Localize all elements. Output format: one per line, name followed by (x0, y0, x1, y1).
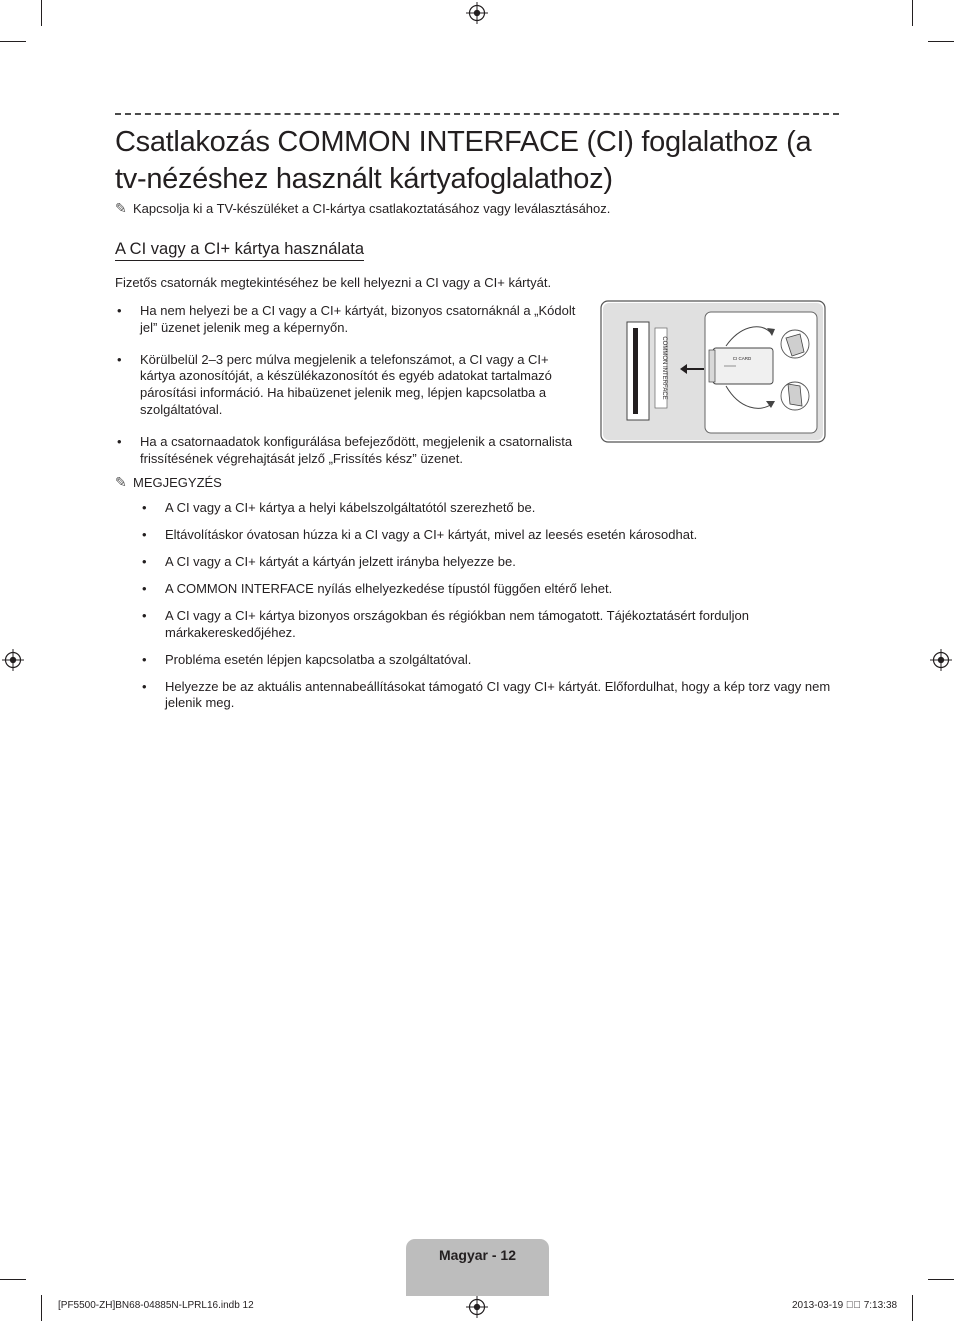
ci-card-illustration (600, 300, 826, 443)
registration-mark-icon (466, 1296, 488, 1318)
list-item: • Ha a csatornaadatok konfigurálása befejeződött, megjelenik a csatornalista frissítésének végrehajtását jelző „Frissítés kész” üzenet. (115, 434, 585, 468)
file-slug: [PF5500-ZH]BN68-04885N-LPRL16.indb 12 (58, 1300, 254, 1311)
crop-mark (912, 1295, 913, 1321)
list-item: • Probléma esetén lépjen kapcsolatba a szolgáltatóval. (140, 652, 840, 669)
ci-card (713, 348, 773, 384)
crop-mark (912, 0, 913, 26)
pencil-note-icon: ✎ (115, 200, 127, 216)
print-timestamp: 2013-03-19 ￿￿ 7:13:38 (792, 1300, 898, 1311)
list-item: • A CI vagy a CI+ kártya a helyi kábelszolgáltatótól szerezhető be. (140, 500, 840, 517)
intro-note (115, 200, 610, 217)
list-item: • A COMMON INTERFACE nyílás elhelyezkedése típustól függően eltérő lehet. (140, 581, 840, 598)
slot-label: COMMON INTERFACE (661, 336, 667, 400)
section-heading: A CI vagy a CI+ kártya használata (115, 239, 364, 261)
dashed-divider (115, 113, 839, 115)
registration-mark-icon (2, 649, 24, 671)
crop-mark (0, 1279, 26, 1280)
intro-note-text: Kapcsolja ki a TV-készüléket a CI-kártya csatlakoztatásához vagy leválasztásához. (133, 201, 611, 216)
pencil-note-icon: ✎ (115, 474, 127, 490)
page-title: Csatlakozás COMMON INTERFACE (CI) foglalathoz (a tv-nézéshez használt kártyafoglalathoz) (115, 126, 812, 195)
crop-mark (41, 0, 42, 26)
crop-mark (41, 1295, 42, 1321)
lead-paragraph: Fizetős csatornák megtekintéséhez be kell helyezni a CI vagy a CI+ kártyát. (115, 275, 552, 290)
card-label: CI CARD (732, 356, 752, 361)
steps-list (115, 303, 585, 482)
list-item: • Helyezze be az aktuális antennabeállításokat támogató CI vagy CI+ kártyát. Előfordulhat, hogy a kép torz vagy nem jelenik meg. (140, 679, 840, 712)
list-item: • Eltávolításkor óvatosan húzza ki a CI vagy a CI+ kártyát, mivel az leesés esetén károsodhat. (140, 527, 840, 544)
registration-mark-icon (930, 649, 952, 671)
note-heading (115, 474, 222, 491)
list-item: • A CI vagy a CI+ kártyát a kártyán jelzett irányba helyezze be. (140, 554, 840, 571)
list-item: • Körülbelül 2–3 perc múlva megjelenik a telefonszámot, a CI vagy a CI+ kártya azonosítóját, a készülékazonosítót és egyéb adatokat tartalmazó párosítási információ. Ha hibaüzenet jelenik meg, lépjen kapcsolatba a szolgáltatóval. (115, 352, 585, 419)
crop-mark (0, 41, 26, 42)
crop-mark (928, 41, 954, 42)
list-item: • Ha nem helyezi be a CI vagy a CI+ kártyát, bizonyos csatornáknál a „Kódolt jel” üzenet jelenik meg a képernyőn. (115, 303, 585, 337)
list-item: • A CI vagy a CI+ kártya bizonyos országokban és régiókban nem támogatott. Tájékoztatásért forduljon márkakereskedőjéhez. (140, 608, 840, 641)
registration-mark-icon (466, 2, 488, 24)
page-number-tab (406, 1239, 549, 1296)
page-number: Magyar - 12 (438, 1247, 517, 1263)
notes-list (140, 500, 840, 722)
crop-mark (928, 1279, 954, 1280)
note-heading-text: MEGJEGYZÉS (133, 475, 222, 490)
